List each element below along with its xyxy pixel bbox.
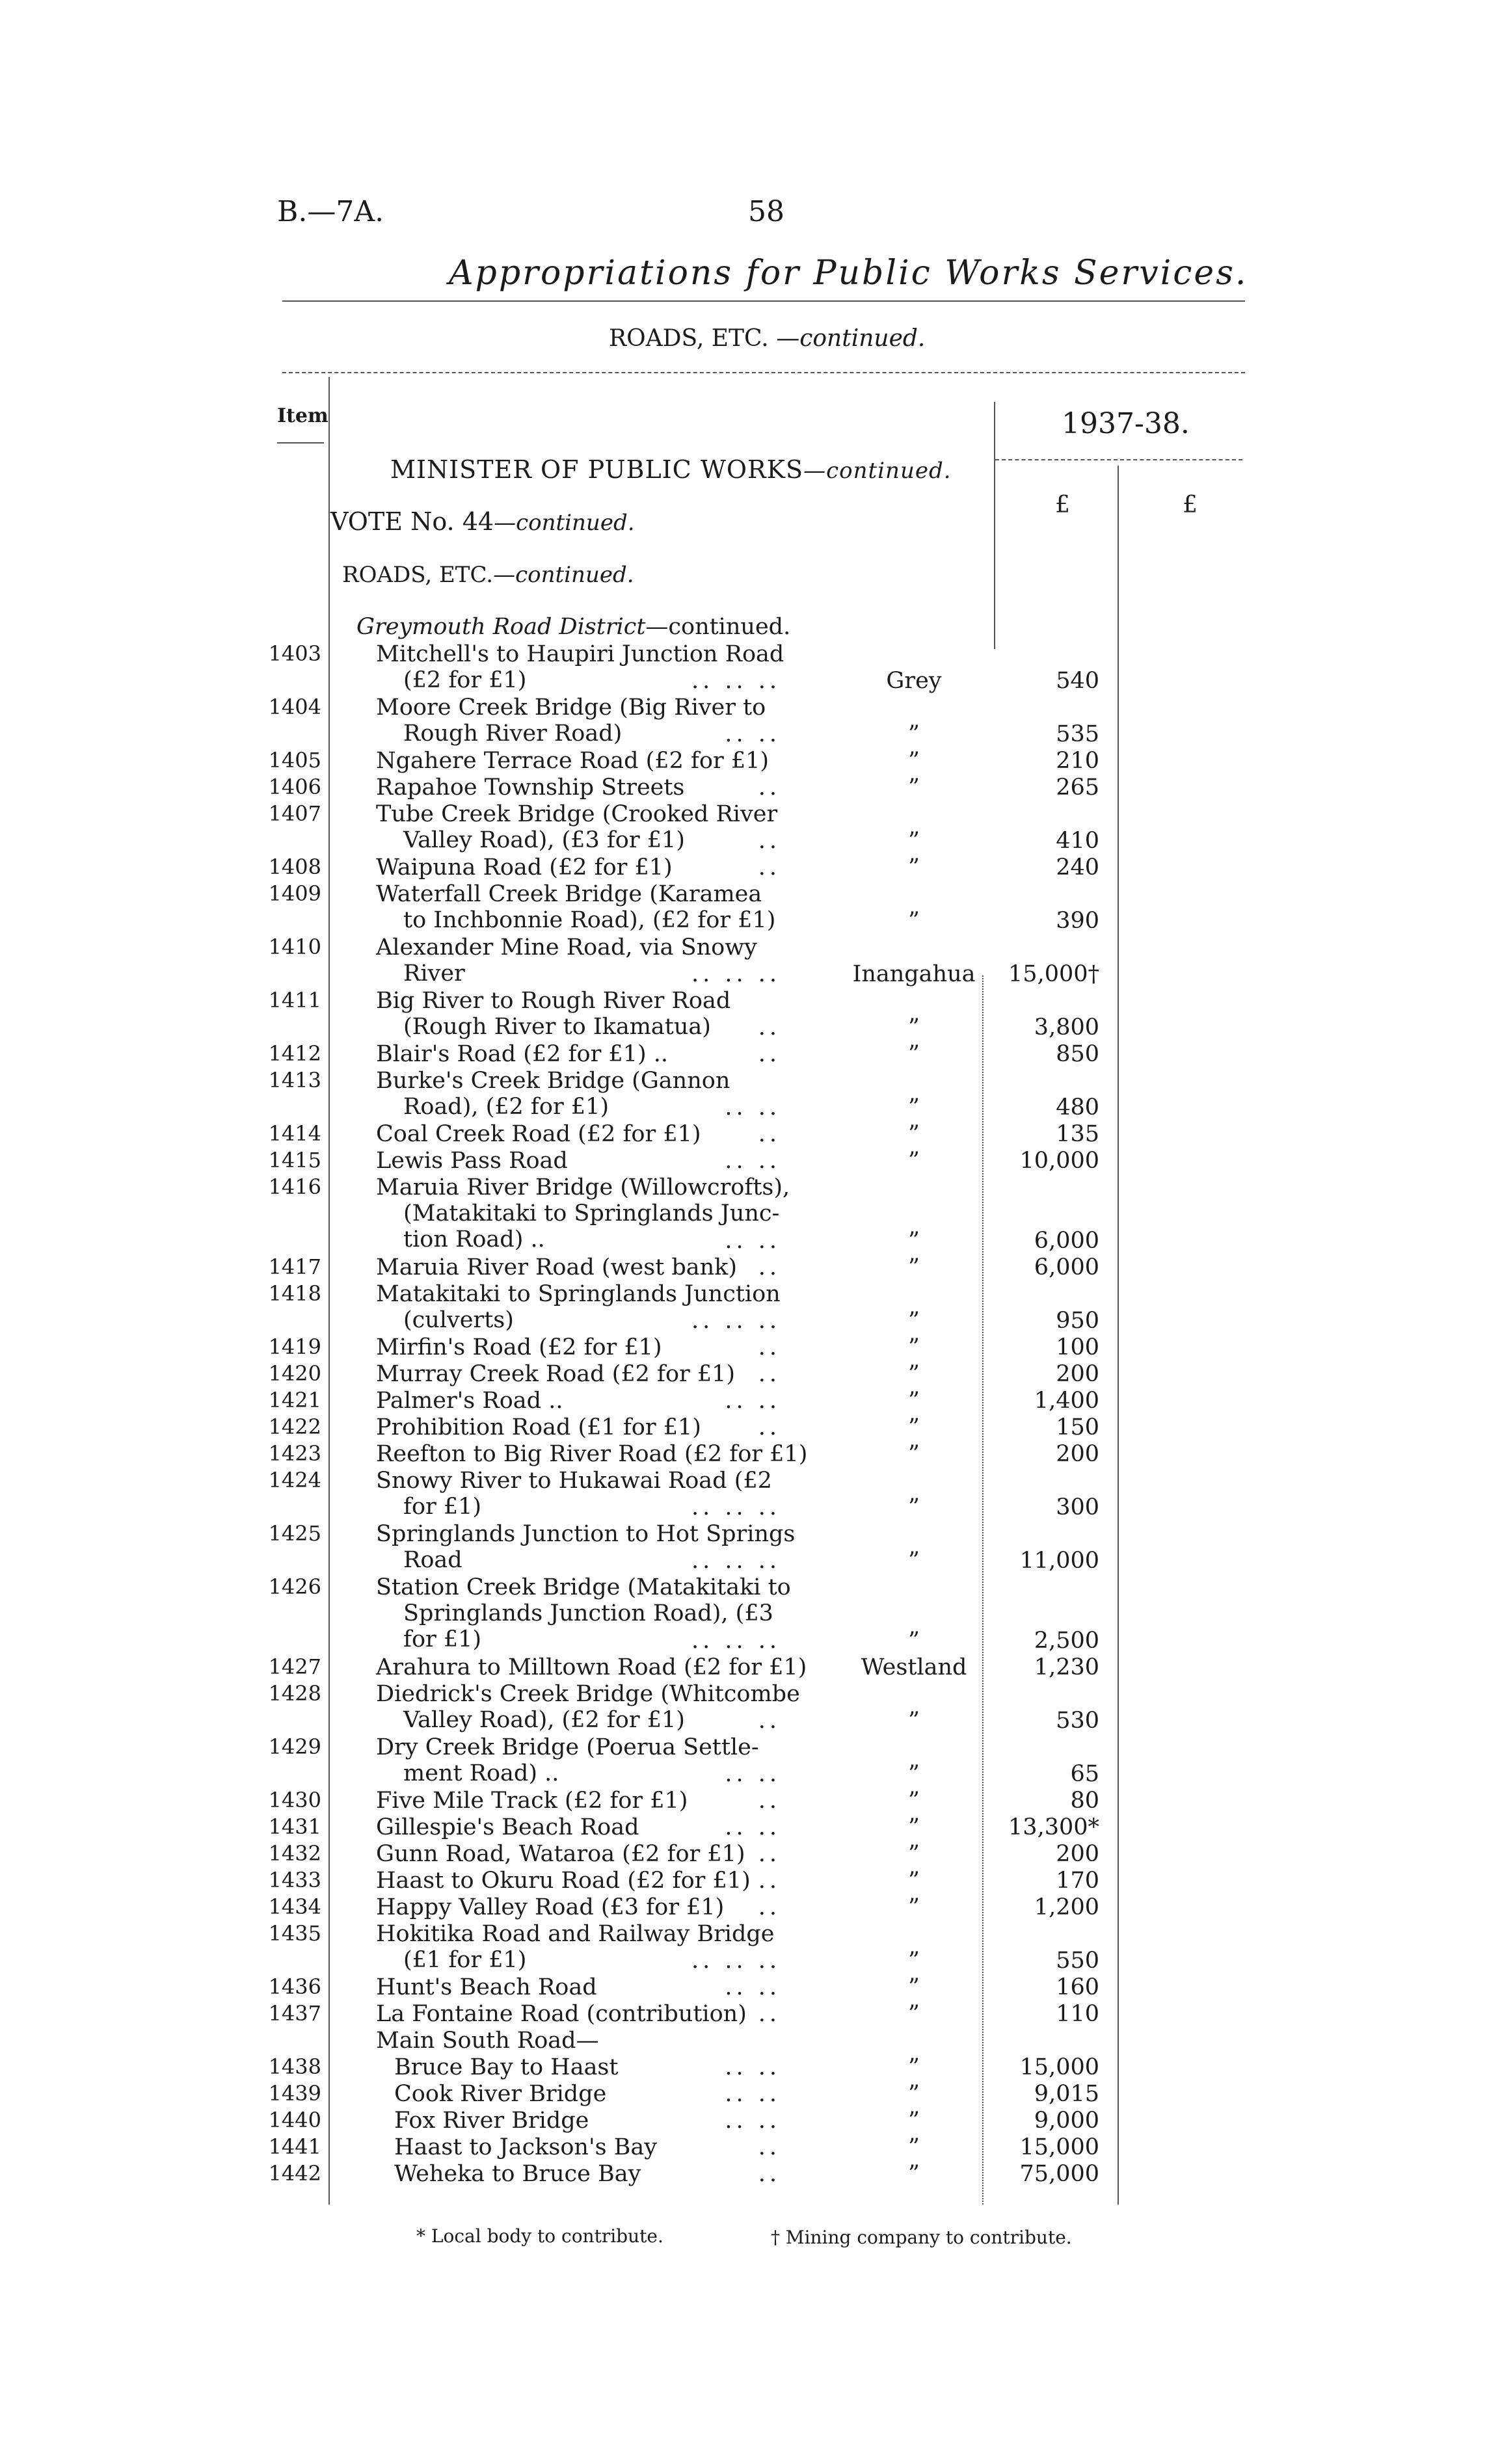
amount-value: 11,000 [1019,1548,1099,1574]
county-name: Inangahua [852,961,976,987]
subtitle-rule [282,372,1245,373]
description-line: Maruia River Bridge (Willowcrofts), [376,1174,790,1200]
description-line: Station Creek Bridge (Matakitaki to [376,1574,791,1600]
county-name: ” [908,1841,920,1867]
item-number: 1433 [268,1868,321,1892]
item-number: 1435 [268,1921,321,1946]
item-number: 1403 [268,641,321,666]
table-row [0,1521,1487,1574]
table-row [0,2001,1487,2028]
item-description [376,854,673,881]
amount-value: 65 [1070,1761,1099,1787]
dot-leader: .. [758,1708,781,1734]
item-column-header: Item [277,404,328,427]
dot-leader: .. .. .. [691,1548,781,1574]
table-row [0,1281,1487,1334]
description-line: Gillespie's Beach Road [376,1814,639,1840]
dot-leader: .. .. .. [691,1494,781,1520]
county-name: ” [908,908,920,934]
item-number: 1428 [268,1681,321,1706]
table-row [0,1468,1487,1521]
table-row [0,854,1487,881]
amount-value: 1,200 [1034,1894,1099,1920]
dot-leader: .. .. .. [691,1308,781,1334]
description-line: Bruce Bay to Haast [394,2054,619,2080]
description-line: Valley Road), (£2 for £1) [403,1707,685,1733]
description-line: Reefton to Big River Road (£2 for £1) [376,1441,808,1467]
amount-value: 2,500 [1034,1628,1099,1654]
county-name: ” [908,828,920,854]
district-heading: Greymouth Road District—continued. [356,614,791,640]
item-description [376,881,775,933]
description-line: River [403,960,465,987]
county-name: ” [908,2134,920,2160]
county-name: ” [908,1894,920,1920]
amount-value: 300 [1056,1494,1099,1520]
table-row [0,2161,1487,2188]
description-line: Main South Road— [376,2028,599,2054]
description-line: (Rough River to Ikamatua) [403,1014,711,1040]
county-name: ” [908,2108,920,2134]
item-description [394,2054,618,2080]
county-name: ” [908,1628,920,1654]
item-description [394,2081,606,2107]
description-line: Prohibition Road (£1 for £1) [376,1414,701,1440]
item-number: 1442 [268,2161,321,2186]
dot-leader: .. .. [725,1974,781,2000]
table-row [0,1841,1487,1868]
document-reference: B.—7A. [277,195,384,228]
dot-leader: .. .. [725,721,781,747]
county-name: ” [908,1494,920,1520]
county-name: ” [908,1094,920,1120]
description-line: Waterfall Creek Bridge (Karamea [376,881,762,907]
table-row [0,695,1487,748]
description-line: ment Road) .. [403,1760,559,1786]
item-description [376,775,684,801]
table-row [0,1361,1487,1388]
item-description [376,1974,597,2000]
description-line: Snowy River to Hukawai Road (£2 [376,1468,772,1494]
description-line: Hokitika Road and Railway Bridge [376,1921,775,1947]
table-row [0,1414,1487,1441]
table-row [0,1441,1487,1468]
page-number: 58 [748,195,784,228]
dot-leader: .. [758,2001,781,2027]
currency-label-1: £ [1055,492,1070,518]
item-number: 1420 [268,1361,321,1386]
table-row [0,1174,1487,1254]
item-description [376,1121,701,1147]
dot-leader: .. [758,1414,781,1440]
county-name: ” [908,2001,920,2027]
item-number: 1421 [268,1388,321,1412]
county-name: ” [908,1814,920,1840]
item-number: 1437 [268,2001,321,2026]
dot-leader: .. [758,775,781,801]
description-line: (culverts) [403,1307,514,1333]
table-subheading-row [0,2028,1487,2054]
description-line: Moore Creek Bridge (Big River to [376,695,766,721]
dot-leader: .. [758,1121,781,1147]
description-line: Dry Creek Bridge (Poerua Settle- [376,1734,759,1760]
dot-leader: .. [758,1868,781,1894]
amount-value: 80 [1070,1788,1099,1814]
description-line: Mitchell's to Haupiri Junction Road [376,641,784,667]
item-header-rule [277,442,324,444]
table-row [0,1388,1487,1414]
county-name: ” [908,1441,920,1467]
description-line: tion Road) .. [403,1226,545,1252]
year-column-rule [994,402,995,649]
item-description [376,1814,639,1840]
item-number: 1419 [268,1334,321,1359]
dot-leader: .. .. .. [691,1628,781,1654]
item-number: 1408 [268,854,321,879]
county-name: ” [908,1761,920,1787]
description-line: Happy Valley Road (£3 for £1) [376,1894,725,1920]
footnote-local-body: * Local body to contribute. [416,2225,663,2247]
amount-value: 240 [1056,854,1099,881]
item-number: 1425 [268,1521,321,1546]
amount-value: 13,300* [1008,1814,1099,1840]
table-row [0,881,1487,934]
description-line: Valley Road), (£3 for £1) [403,827,685,853]
amount-value: 10,000 [1019,1148,1099,1174]
description-line: to Inchbonnie Road), (£2 for £1) [403,907,776,933]
item-number: 1413 [268,1068,321,1093]
item-number: 1424 [268,1468,321,1492]
description-line: Hunt's Beach Road [376,1974,597,2000]
table-row [0,2054,1487,2081]
dot-leader: .. .. [725,1094,781,1120]
description-line: Lewis Pass Road [376,1148,568,1174]
table-row [0,1041,1487,1068]
amount-value: 9,015 [1034,2081,1099,2107]
description-line: Arahura to Milltown Road (£2 for £1) [376,1654,807,1680]
item-number: 1417 [268,1254,321,1279]
dot-leader: .. .. [725,2108,781,2134]
county-name: Grey [886,668,942,694]
description-line: (Matakitaki to Springlands Junc- [403,1200,780,1226]
county-name: ” [908,2054,920,2080]
table-row [0,641,1487,695]
item-number: 1427 [268,1654,321,1679]
dot-leader: .. .. [725,1228,781,1254]
amount-value: 540 [1056,668,1099,694]
description-line: Rapahoe Township Streets [376,775,685,801]
amount-value: 110 [1056,2001,1099,2027]
county-name: ” [908,775,920,801]
amount-value: 6,000 [1034,1254,1099,1280]
table-row [0,1148,1487,1174]
description-line: Diedrick's Creek Bridge (Whitcombe [376,1681,800,1707]
description-line: Haast to Jackson's Bay [394,2134,658,2160]
description-line: Murray Creek Road (£2 for £1) [376,1361,736,1387]
county-name: ” [908,1361,920,1387]
county-name: ” [908,1548,920,1574]
dot-leader: .. [758,1254,781,1280]
amount-value: 850 [1056,1041,1099,1067]
description-line: Mirfin's Road (£2 for £1) [376,1334,662,1360]
dot-leader: .. [758,2134,781,2160]
amount-value: 150 [1056,1414,1099,1440]
item-number: 1416 [268,1174,321,1199]
description-line: (£2 for £1) [403,667,527,693]
table-row [0,1121,1487,1148]
dot-leader: .. [758,1788,781,1814]
amount-value: 9,000 [1034,2108,1099,2134]
dot-leader: .. [758,1041,781,1067]
item-description [376,1148,568,1174]
amount-value: 1,400 [1034,1388,1099,1414]
item-description [376,1334,662,1360]
table-row [0,2108,1487,2134]
amount-value: 265 [1056,775,1099,801]
description-line: Road), (£2 for £1) [403,1094,609,1120]
dot-leader: .. .. [725,1761,781,1787]
item-number: 1434 [268,1894,321,1919]
description-line: Burke's Creek Bridge (Gannon [376,1068,730,1094]
dot-leader: .. [758,1361,781,1387]
table-row [0,1654,1487,1681]
county-name: ” [908,721,920,747]
dot-leader: .. .. [725,1388,781,1414]
amount-value: 200 [1056,1361,1099,1387]
county-name: ” [908,1014,920,1040]
item-number: 1412 [268,1041,321,1066]
amount-value: 6,000 [1034,1228,1099,1254]
description-line: Maruia River Road (west bank) [376,1254,738,1280]
page-subtitle: ROADS, ETC. —continued. [609,325,926,352]
description-line: Gunn Road, Wataroa (£2 for £1) [376,1841,745,1867]
item-description [376,1388,563,1414]
description-line: Palmer's Road .. [376,1388,563,1414]
amount-value: 160 [1056,1974,1099,2000]
description-line: Big River to Rough River Road [376,988,731,1014]
description-line: Five Mile Track (£2 for £1) [376,1788,688,1814]
dot-leader: .. [758,1841,781,1867]
item-number: 1429 [268,1734,321,1759]
dot-leader: .. .. [725,2081,781,2107]
dot-leader: .. .. [725,2054,781,2080]
county-name: ” [908,854,920,881]
item-description [376,1041,668,1067]
amount-value: 135 [1056,1121,1099,1147]
item-description [376,1414,701,1440]
description-line: for £1) [403,1626,482,1652]
item-number: 1406 [268,775,321,799]
county-name: ” [908,1148,920,1174]
table-row [0,1734,1487,1788]
item-description [376,1788,688,1814]
county-name: ” [908,1228,920,1254]
item-number: 1436 [268,1974,321,1999]
description-line: Alexander Mine Road, via Snowy [376,934,757,960]
description-line: Springlands Junction to Hot Springs [376,1521,796,1547]
item-number: 1422 [268,1414,321,1439]
dot-leader: .. [758,1014,781,1040]
description-line: Weheka to Bruce Bay [394,2161,641,2187]
item-number: 1432 [268,1841,321,1866]
description-line: Cook River Bridge [394,2081,607,2107]
item-number: 1431 [268,1814,321,1839]
item-number: 1430 [268,1788,321,1812]
item-description [376,1441,807,1467]
minister-heading: MINISTER OF PUBLIC WORKS—continued. [390,455,952,484]
amount-value: 15,000 [1019,2134,1099,2160]
county-name: ” [908,1974,920,2000]
table-row [0,1574,1487,1654]
county-name: ” [908,1948,920,1974]
item-description [376,748,769,774]
description-line: Waipuna Road (£2 for £1) [376,854,673,881]
item-description [394,2134,657,2160]
page-title: Appropriations for Public Works Services. [449,254,1248,293]
vote-heading: VOTE No. 44—continued. [330,507,635,536]
table-row [0,1814,1487,1841]
item-number: 1423 [268,1441,321,1466]
table-row [0,775,1487,801]
item-number: 1410 [268,934,321,959]
table-row [0,2081,1487,2108]
table-row [0,1334,1487,1361]
amount-value: 480 [1056,1094,1099,1120]
description-line: Haast to Okuru Road (£2 for £1) [376,1868,751,1894]
dot-leader: .. .. .. [691,961,781,987]
county-name: ” [908,1254,920,1280]
table-row [0,934,1487,988]
item-description [394,2108,589,2134]
description-line: Blair's Road (£2 for £1) .. [376,1041,669,1067]
table-row [0,801,1487,854]
county-name: ” [908,1121,920,1147]
item-number: 1407 [268,801,321,826]
description-line: (£1 for £1) [403,1947,527,1973]
table-row [0,1921,1487,1974]
item-number: 1409 [268,881,321,906]
roads-heading: ROADS, ETC.—continued. [342,562,634,588]
table-row [0,1974,1487,2001]
item-description [394,2161,641,2187]
description-line: Matakitaki to Springlands Junction [376,1281,781,1307]
table-row [0,1068,1487,1121]
dot-leader: .. [758,1334,781,1360]
description-line: La Fontaine Road (contribution) [376,2001,747,2027]
county-name: ” [908,1041,920,1067]
table-row [0,1681,1487,1734]
description-line: Road [403,1547,462,1573]
item-description [376,2028,599,2054]
county-name: Westland [861,1654,967,1680]
description-line: Ngahere Terrace Road (£2 for £1) [376,748,770,774]
amount-value: 950 [1056,1308,1099,1334]
dot-leader: .. [758,828,781,854]
amount-value: 200 [1056,1441,1099,1467]
table-row [0,1868,1487,1894]
county-name: ” [908,1308,920,1334]
dot-leader: .. [758,854,781,881]
item-number: 1426 [268,1574,321,1599]
amount-value: 550 [1056,1948,1099,1974]
amount-value: 200 [1056,1841,1099,1867]
amount-value: 530 [1056,1708,1099,1734]
amount-value: 15,000 [1019,2054,1099,2080]
table-row [0,2134,1487,2161]
table-row [0,1254,1487,1281]
amount-value: 15,000† [1008,961,1099,987]
amount-value: 3,800 [1034,1014,1099,1040]
amount-value: 535 [1056,721,1099,747]
dot-leader: .. .. [725,1148,781,1174]
item-number: 1415 [268,1148,321,1172]
table-row [0,1788,1487,1814]
dot-leader: .. [758,1894,781,1920]
dot-leader: .. .. [725,1814,781,1840]
county-name: ” [908,1388,920,1414]
item-number: 1440 [268,2108,321,2132]
year-column-header: 1937-38. [1062,407,1190,440]
item-number: 1404 [268,695,321,719]
county-name: ” [908,1788,920,1814]
county-name: ” [908,1868,920,1894]
table-row [0,988,1487,1041]
county-name: ” [908,2081,920,2107]
item-number: 1418 [268,1281,321,1306]
amount-value: 1,230 [1034,1654,1099,1680]
amount-value: 410 [1056,828,1099,854]
amount-value: 390 [1056,908,1099,934]
county-name: ” [908,1414,920,1440]
county-name: ” [908,1334,920,1360]
item-number: 1441 [268,2134,321,2159]
description-line: Coal Creek Road (£2 for £1) [376,1121,701,1147]
item-description [376,1654,807,1680]
item-number: 1414 [268,1121,321,1146]
dot-leader: .. .. .. [691,1948,781,1974]
year-header-rule [995,459,1242,460]
dot-leader: .. .. .. [691,668,781,694]
table-row [0,1894,1487,1921]
table-row [0,748,1487,775]
item-number: 1439 [268,2081,321,2106]
footnote-mining-company: † Mining company to contribute. [771,2227,1072,2248]
amount-value: 210 [1056,748,1099,774]
item-description [376,1894,724,1920]
county-name: ” [908,2161,920,2187]
description-line: for £1) [403,1494,482,1520]
description-line: Fox River Bridge [394,2108,589,2134]
county-name: ” [908,748,920,774]
item-number: 1438 [268,2054,321,2079]
county-name: ” [908,1708,920,1734]
dot-leader: .. [758,2161,781,2187]
amount-value: 100 [1056,1334,1099,1360]
currency-label-2: £ [1183,492,1198,518]
description-line: Springlands Junction Road), (£3 [403,1600,773,1626]
title-rule [282,300,1245,302]
item-number: 1411 [268,988,321,1013]
item-number: 1405 [268,748,321,773]
description-line: Tube Creek Bridge (Crooked River [376,801,778,827]
amount-value: 170 [1056,1868,1099,1894]
description-line: Rough River Road) [403,721,623,747]
amount-value: 75,000 [1019,2161,1099,2187]
